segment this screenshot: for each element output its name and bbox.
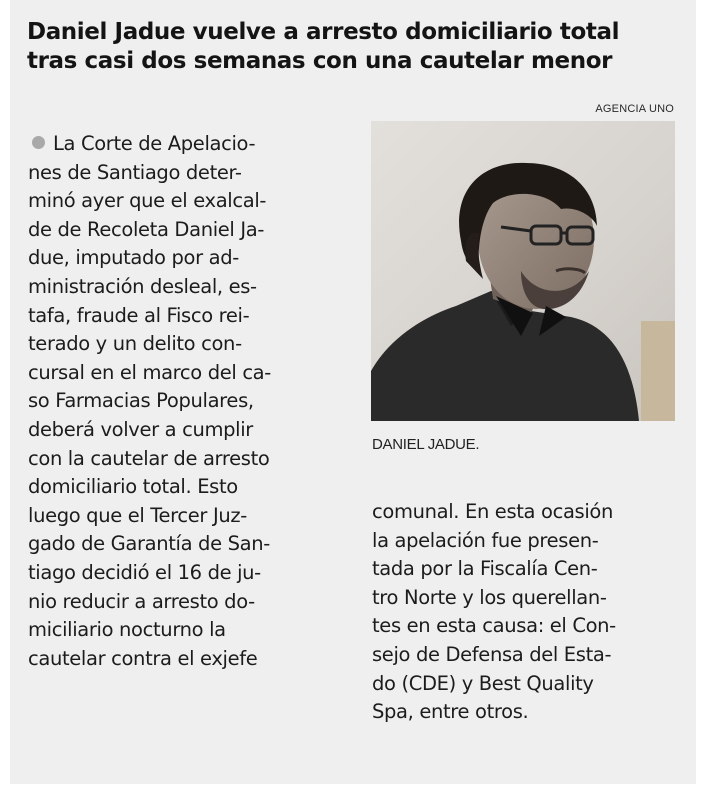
headline-line-2: tras casi dos semanas con una cautelar menor xyxy=(27,48,613,74)
body-line: la apelación fue presen- xyxy=(372,528,599,552)
body-line: nes de Santiago deter- xyxy=(28,160,242,184)
body-line: comunal. En esta ocasión xyxy=(372,500,614,523)
body-line: cautelar contra el exjefe xyxy=(28,646,258,670)
body-line: luego que el Tercer Juz- xyxy=(28,503,247,527)
photo-caption: DANIEL JADUE. xyxy=(372,436,480,453)
body-line: tada por la Fiscalía Cen- xyxy=(372,557,598,581)
body-line: miciliario nocturno la xyxy=(28,618,226,642)
body-line: tiago decidió el 16 de ju- xyxy=(28,560,261,584)
body-line: gado de Garantía de San- xyxy=(28,532,270,556)
headline xyxy=(27,18,687,76)
portrait-photo xyxy=(371,121,675,421)
body-line: do (CDE) y Best Quality xyxy=(372,671,594,695)
body-line: so Farmacias Populares, xyxy=(28,389,254,413)
body-line: Spa, entre otros. xyxy=(372,700,529,724)
body-line: tro Norte y los querellan- xyxy=(372,585,607,609)
body-line: tes en esta causa: el Con- xyxy=(372,614,616,638)
body-line: terado y un delito con- xyxy=(28,332,242,356)
body-line: La Corte de Apelacio- xyxy=(28,130,271,159)
body-line: cursal en el marco del ca- xyxy=(28,360,271,384)
bullet-icon xyxy=(32,136,45,149)
body-line: con la cautelar de arresto xyxy=(28,446,270,470)
news-clipping xyxy=(10,0,696,784)
body-column-2 xyxy=(372,498,616,727)
photo-credit: AGENCIA UNO xyxy=(595,103,674,115)
body-line: due, imputado por ad- xyxy=(28,246,239,270)
body-line: ministración desleal, es- xyxy=(28,274,257,298)
body-line: nio reducir a arresto do- xyxy=(28,589,255,613)
body-line: deberá volver a cumplir xyxy=(28,417,253,441)
body-line: de de Recoleta Daniel Ja- xyxy=(28,217,265,241)
body-line: minó ayer que el exalcal- xyxy=(28,189,267,213)
body-line: sejo de Defensa del Esta- xyxy=(372,642,612,666)
headline-line-1: Daniel Jadue vuelve a arresto domiciliario total xyxy=(27,19,620,45)
body-line: tafa, fraude al Fisco rei- xyxy=(28,303,250,327)
body-column-1 xyxy=(28,130,271,673)
body-line: domiciliario total. Esto xyxy=(28,475,238,499)
